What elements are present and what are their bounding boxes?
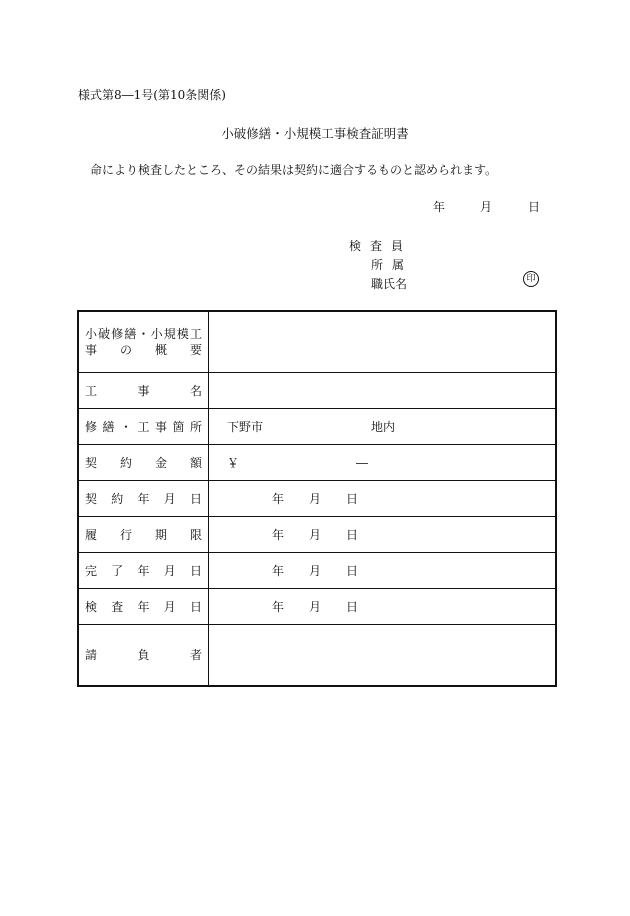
- table-row-location: [78, 408, 556, 444]
- deadline-year: 年: [272, 527, 285, 542]
- label-cell-deadline: [78, 516, 209, 552]
- completion-date-month: 月: [309, 563, 322, 578]
- inspection-record-table: [77, 310, 557, 687]
- location-value-cell[interactable]: [209, 408, 557, 444]
- document-title: 小破修繕・小規模工事検査証明書: [221, 126, 409, 141]
- amount-dash: ―: [356, 455, 369, 470]
- location-suffix: 地内: [371, 419, 396, 434]
- location-city: 下野市: [227, 419, 264, 434]
- contractor-value-cell[interactable]: [209, 624, 557, 686]
- table-row-inspection-date: [78, 588, 556, 624]
- issue-date-day-label: 日: [528, 200, 541, 214]
- inspector-role-label: 検査員: [349, 239, 413, 253]
- row-label-contract-amount: 契約金額: [85, 455, 202, 470]
- seal-mark: 印: [523, 271, 539, 287]
- inspection-date-value-cell[interactable]: [209, 588, 557, 624]
- inspection-date-year: 年: [272, 599, 285, 614]
- row-label-inspection-date: 検査年月日: [85, 599, 202, 614]
- table-row-amount: [78, 444, 556, 480]
- label-cell-contractor: [78, 624, 209, 686]
- deadline-value-cell[interactable]: [209, 516, 557, 552]
- row-label-work-name: 工事名: [85, 383, 202, 398]
- certification-statement: 命により検査したところ、その結果は契約に適合するものと認められます。: [90, 163, 498, 177]
- completion-date-year: 年: [272, 563, 285, 578]
- deadline-day: 日: [346, 527, 359, 542]
- label-cell-completion-date: [78, 552, 209, 588]
- label-cell-location: [78, 408, 209, 444]
- contract-date-year: 年: [272, 491, 285, 506]
- contract-date-day: 日: [346, 491, 359, 506]
- issue-date-year-label: 年: [433, 200, 446, 214]
- row-label-summary-line1: 小破修繕・小規模工: [85, 326, 202, 341]
- label-cell-contract-date: [78, 480, 209, 516]
- inspector-name-label: 職氏名: [371, 277, 408, 291]
- label-cell-amount: [78, 444, 209, 480]
- label-cell-inspection-date: [78, 588, 209, 624]
- contract-date-month: 月: [309, 491, 322, 506]
- form-number: 様式第8―1号(第10条関係): [78, 88, 226, 102]
- completion-date-value-cell[interactable]: [209, 552, 557, 588]
- table-row-work-name: [78, 372, 556, 408]
- row-label-summary-line2: 事の概要: [85, 342, 202, 357]
- work-name-value-cell[interactable]: [209, 372, 557, 408]
- inspection-date-month: 月: [309, 599, 322, 614]
- summary-value-cell[interactable]: [209, 311, 557, 372]
- table-row-completion-date: [78, 552, 556, 588]
- inspector-affiliation-label: 所属: [371, 258, 414, 272]
- deadline-month: 月: [309, 527, 322, 542]
- row-label-deadline: 履行期限: [85, 527, 202, 542]
- table-row-contractor: [78, 624, 556, 686]
- amount-value-cell[interactable]: [209, 444, 557, 480]
- row-label-contractor: 請負者: [85, 648, 202, 663]
- inspection-date-day: 日: [346, 599, 359, 614]
- row-label-location: 修繕・工事箇所: [85, 419, 202, 434]
- row-label-completion-date: 完了年月日: [85, 563, 202, 578]
- completion-date-day: 日: [346, 563, 359, 578]
- table-row-summary: [78, 311, 556, 372]
- table-row-contract-date: [78, 480, 556, 516]
- currency-symbol: ￥: [227, 455, 240, 470]
- label-cell-work-name: [78, 372, 209, 408]
- row-label-contract-date: 契約年月日: [85, 491, 202, 506]
- table-row-deadline: [78, 516, 556, 552]
- label-cell-summary: [78, 311, 209, 372]
- issue-date-month-label: 月: [480, 200, 493, 214]
- contract-date-value-cell[interactable]: [209, 480, 557, 516]
